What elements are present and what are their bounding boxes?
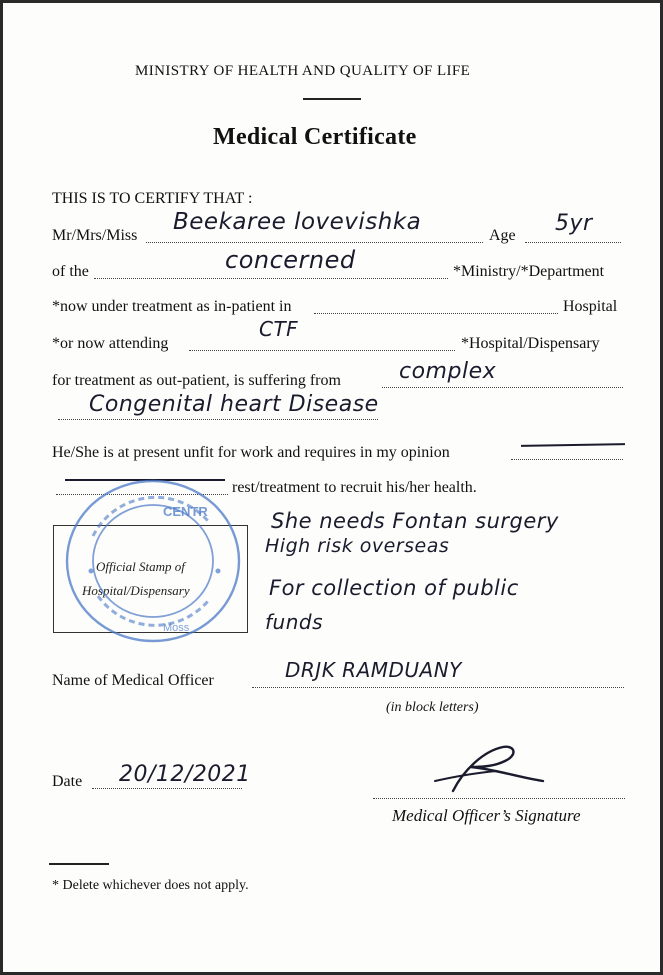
remarks-line-3: For collection of public <box>269 576 519 600</box>
unfit-label: He/She is at present unfit for work and requires in my opinion <box>52 444 450 461</box>
hospital-dispensary-label: *Hospital/Dispensary <box>461 335 600 352</box>
ministry-heading: MINISTRY OF HEALTH AND QUALITY OF LIFE <box>135 63 471 79</box>
remarks-line-2: High risk overseas <box>265 535 450 557</box>
attending-line <box>189 350 455 351</box>
of-the-label: of the <box>52 263 89 280</box>
signature-line <box>373 798 625 799</box>
diagnosis-line-2: Congenital heart Disease <box>89 392 379 417</box>
date-label: Date <box>52 773 83 790</box>
remarks-line-4: funds <box>265 610 324 634</box>
officer-value: DRJK RAMDUANY <box>285 658 462 682</box>
name-value: Beekaree lovevishka <box>173 209 422 235</box>
diagnosis-line-1: complex <box>399 359 497 384</box>
certify-intro: THIS IS TO CERTIFY THAT : <box>52 190 253 207</box>
hospital-label: Hospital <box>563 298 618 315</box>
of-the-value: concerned <box>225 246 356 274</box>
stamp-label-line2: Hospital/Dispensary <box>82 583 190 598</box>
svg-text:CENTR: CENTR <box>163 504 208 519</box>
signature-label: Medical Officer’s Signature <box>392 806 581 825</box>
diagnosis-line <box>58 419 378 420</box>
rest-label: rest/treatment to recruit his/her health. <box>232 479 477 496</box>
unfit-strike <box>521 443 625 447</box>
officer-line <box>252 687 624 688</box>
outpatient-label: for treatment as out-patient, is suffering from <box>52 372 341 389</box>
age-line <box>525 242 621 243</box>
date-value: 20/12/2021 <box>119 762 251 787</box>
unfit-line <box>511 459 623 460</box>
inpatient-line <box>314 313 558 314</box>
age-label: Age <box>489 227 516 244</box>
of-the-line <box>94 278 448 279</box>
svg-text:Moss: Moss <box>163 622 190 634</box>
ministry-department-label: *Ministry/*Department <box>453 263 605 280</box>
block-letters-note: (in block letters) <box>386 700 479 715</box>
name-line <box>146 242 483 243</box>
stamp-label-line1: Official Stamp of <box>96 559 185 574</box>
outpatient-line <box>382 387 623 388</box>
footer-note: * Delete whichever does not apply. <box>52 878 249 893</box>
name-label: Mr/Mrs/Miss <box>52 227 138 244</box>
medical-officer-signature <box>423 741 563 801</box>
medical-certificate <box>3 3 660 972</box>
official-stamp-seal <box>58 476 248 646</box>
age-value: 5yr <box>555 211 593 236</box>
heading-divider <box>303 98 361 100</box>
footer-divider <box>49 863 109 865</box>
attending-value: CTF <box>259 317 299 341</box>
remarks-line-1: She needs Fontan surgery <box>271 509 559 533</box>
page-title: Medical Certificate <box>213 124 417 150</box>
inpatient-label: *now under treatment as in-patient in <box>52 298 292 315</box>
date-line <box>92 788 242 789</box>
officer-label: Name of Medical Officer <box>52 672 214 689</box>
attending-label: *or now attending <box>52 335 169 352</box>
